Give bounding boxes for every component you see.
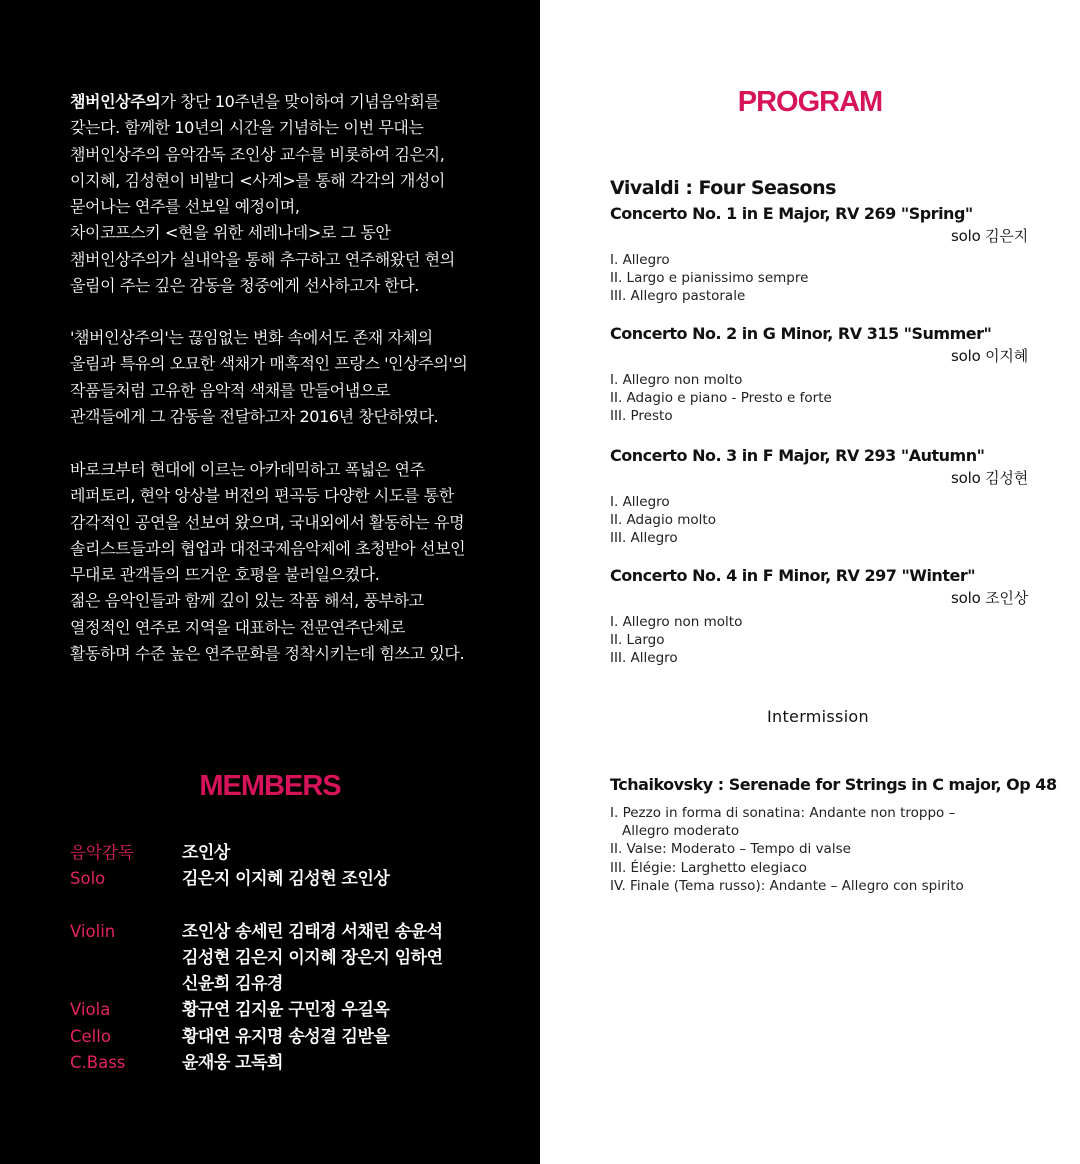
intro-line: 열정적인 연주로 지역을 대표하는 전문연주단체로: [70, 617, 405, 637]
intro-line: 챔버인상주의 음악감독 조인상 교수를 비롯하여 김은지,: [70, 144, 445, 164]
intermission-label: Intermission: [767, 707, 869, 726]
movement: II. Valse: Moderato – Tempo di valse: [610, 841, 851, 858]
concerto-soloist: solo 조인상: [951, 589, 1028, 607]
member-names: 신윤희 김유경: [182, 974, 283, 995]
movement: I. Pezzo in forma di sonatina: Andante non troppo –: [610, 805, 956, 821]
intro-line: [70, 89, 515, 115]
intro-line: 무대로 관객들의 뜨거운 호평을 불러일으켰다.: [70, 565, 380, 585]
concerto-title: Concerto No. 1 in E Major, RV 269 "Spring": [610, 204, 973, 223]
member-names: 황대연 유지명 송성결 김받을: [182, 1026, 390, 1047]
concerto-1: [610, 203, 1028, 306]
member-role: Cello: [70, 1026, 111, 1046]
member-names: 김성현 김은지 이지혜 장은지 임하연: [182, 947, 443, 968]
intro-line: 활동하며 수준 높은 연주문화를 정착시키는데 힘쓰고 있다.: [70, 644, 465, 664]
intro-paragraph-3: [70, 457, 515, 667]
tchaikovsky-piece: [610, 774, 1057, 895]
member-names: 조인상: [182, 843, 230, 863]
member-names: 조인상 송세린 김태경 서채린 송윤석: [182, 921, 443, 942]
member-row-viola: [70, 997, 520, 1023]
intro-text: 가 창단 10주년을 맞이하여 기념음악회를: [160, 92, 440, 111]
concerto-title: Concerto No. 4 in F Minor, RV 297 "Winter": [610, 566, 976, 585]
movement: III. Allegro pastorale: [610, 288, 746, 305]
member-row-violin: [70, 919, 520, 945]
movement: II. Largo e pianissimo sempre: [610, 270, 809, 287]
movement-list: [610, 804, 1050, 895]
concerto-title: Concerto No. 2 in G Minor, RV 315 "Summer": [610, 324, 992, 343]
member-names: 황규연 김지윤 구민정 우길옥: [182, 1000, 390, 1021]
intro-line: 관객들에게 그 감동을 전달하고자 2016년 창단하였다.: [70, 406, 439, 426]
movement: I. Allegro non molto: [610, 614, 743, 630]
member-role: Violin: [70, 921, 116, 941]
member-row-violin-3: [70, 971, 520, 997]
member-role: 음악감독: [70, 843, 134, 862]
concerto-soloist: solo 김은지: [951, 227, 1028, 245]
intro-line: 챔버인상주의가 실내악을 통해 추구하고 연주해왔던 현의: [70, 249, 455, 269]
concerto-title: Concerto No. 3 in F Major, RV 293 "Autumn": [610, 446, 985, 465]
member-names: 윤재웅 고독희: [182, 1053, 283, 1074]
movement: I. Allegro: [610, 252, 670, 268]
movement-list: [610, 613, 1028, 668]
movement: III. Presto: [610, 408, 673, 425]
movement: III. Élégie: Larghetto elegiaco: [610, 859, 807, 876]
movement: III. Allegro: [610, 530, 678, 547]
movement-continued: Allegro moderato: [622, 823, 740, 840]
concerto-soloist: solo 김성현: [951, 469, 1028, 487]
member-row-director: [70, 840, 520, 866]
intro-line: '챔버인상주의'는 끊임없는 변화 속에서도 존재 자체의: [70, 328, 433, 347]
member-role: Viola: [70, 1000, 111, 1020]
members-list: [70, 840, 520, 1076]
intro-line: 차이코프스키 <현을 위한 세레나데>로 그 동안: [70, 223, 391, 243]
intro-line: 작품들처럼 고유한 음악적 색채를 만들어냄으로: [70, 380, 390, 400]
tchaikovsky-title: Tchaikovsky : Serenade for Strings in C major, Op 48: [610, 775, 1057, 794]
intro-line: 감각적인 공연을 선보여 왔으며, 국내외에서 활동하는 유명: [70, 512, 465, 532]
member-role: C.Bass: [70, 1053, 126, 1073]
movement: III. Allegro: [610, 650, 678, 667]
intro-line: 울림이 주는 깊은 감동을 청중에게 선사하고자 한다.: [70, 276, 419, 296]
movement: IV. Finale (Tema russo): Andante – Allegro con spirito: [610, 877, 964, 894]
concerto-3: [610, 445, 1028, 548]
movement-list: [610, 371, 1028, 426]
concerto-4: [610, 565, 1028, 668]
movement: II. Largo: [610, 632, 665, 649]
right-panel: [540, 0, 1080, 1164]
intro-line: 울림과 특유의 오묘한 색채가 매혹적인 프랑스 '인상주의'의: [70, 354, 468, 374]
intro-line: 바로크부터 현대에 이르는 아카데믹하고 폭넓은 연주: [70, 460, 425, 479]
movement-list: [610, 251, 1028, 306]
intro-line: 묻어나는 연주를 선보일 예정이며,: [70, 197, 300, 217]
intro-line: 이지혜, 김성현이 비발디 <사계>를 통해 각각의 개성이: [70, 170, 445, 190]
intro-line: 젊은 음악인들과 함께 깊이 있는 작품 해석, 풍부하고: [70, 591, 424, 611]
intro-line: 갖는다. 함께한 10년의 시간을 기념하는 이번 무대는: [70, 118, 424, 138]
program-title: PROGRAM: [737, 86, 883, 118]
intro-line: 솔리스트들과의 협업과 대전국제음악제에 초청받아 선보인: [70, 538, 466, 558]
member-row-violin-2: [70, 945, 520, 971]
member-role: Solo: [70, 869, 106, 889]
concerto-2: [610, 323, 1028, 426]
intro-paragraph-2: [70, 325, 515, 430]
intro-paragraph-1: [70, 89, 515, 299]
concerto-soloist: solo 이지혜: [951, 347, 1028, 365]
movement: I. Allegro: [610, 494, 670, 510]
vivaldi-title: Vivaldi : Four Seasons: [610, 177, 836, 199]
movement: I. Allegro non molto: [610, 372, 743, 388]
member-row-bass: [70, 1050, 520, 1076]
movement: II. Adagio e piano - Presto e forte: [610, 390, 832, 407]
member-row-cello: [70, 1024, 520, 1050]
ensemble-name: 챔버인상주의: [70, 92, 161, 111]
intro-line: 레퍼토리, 현악 앙상블 버전의 편곡등 다양한 시도를 통한: [70, 486, 454, 506]
movement: II. Adagio molto: [610, 512, 716, 529]
member-names: 김은지 이지혜 김성현 조인상: [182, 869, 390, 890]
movement-list: [610, 493, 1028, 548]
member-row-solo: [70, 866, 520, 892]
members-title: MEMBERS: [199, 770, 341, 802]
